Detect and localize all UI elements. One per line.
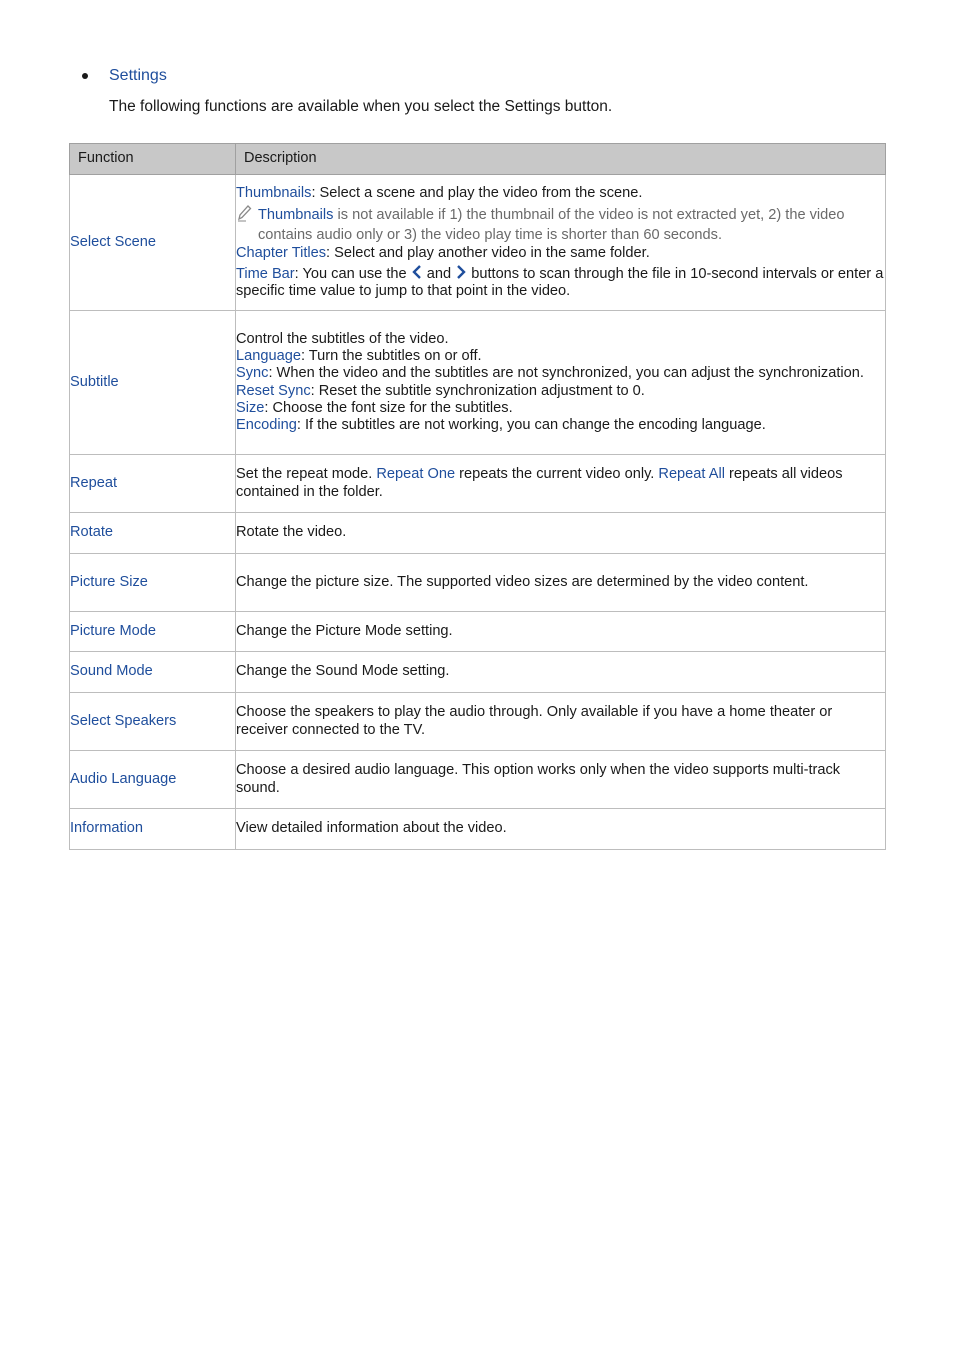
function-picture-size: Picture Size bbox=[70, 554, 236, 612]
description-repeat bbox=[236, 455, 886, 513]
term-size: Size bbox=[236, 399, 265, 416]
table-row bbox=[70, 554, 886, 612]
table-row bbox=[70, 311, 886, 455]
desc-line bbox=[236, 383, 885, 400]
table-row bbox=[70, 455, 886, 513]
desc-line: Control the subtitles of the video. bbox=[236, 330, 449, 347]
table-header-row bbox=[70, 144, 886, 175]
description-picture-size: Change the picture size. The supported video sizes are determined by the video content. bbox=[236, 554, 886, 612]
description-subtitle bbox=[236, 311, 886, 455]
description-information: View detailed information about the video. bbox=[236, 809, 886, 850]
desc-line bbox=[236, 245, 885, 262]
desc-text: Set the repeat mode. bbox=[236, 466, 377, 483]
note-term-thumbnails: Thumbnails bbox=[258, 207, 334, 224]
function-picture-mode: Picture Mode bbox=[70, 612, 236, 652]
desc-line bbox=[236, 348, 885, 365]
chevron-right-icon bbox=[455, 264, 467, 280]
desc-text: : If the subtitles are not working, you can change the encoding language. bbox=[296, 416, 766, 433]
term-language: Language bbox=[236, 348, 301, 365]
function-sound-mode: Sound Mode bbox=[70, 652, 236, 693]
desc-text: : Choose the font size for the subtitles. bbox=[264, 399, 513, 416]
desc-text: : Reset the subtitle synchronization adjustment to 0. bbox=[310, 382, 645, 399]
description-rotate: Rotate the video. bbox=[236, 513, 886, 554]
term-repeat-all: Repeat All bbox=[658, 466, 725, 483]
term-thumbnails: Thumbnails bbox=[236, 185, 312, 202]
term-sync: Sync bbox=[236, 365, 269, 382]
function-rotate: Rotate bbox=[70, 513, 236, 554]
function-subtitle: Subtitle bbox=[70, 311, 236, 455]
term-repeat-one: Repeat One bbox=[376, 466, 456, 483]
description-picture-mode: Change the Picture Mode setting. bbox=[236, 612, 886, 652]
desc-text: : You can use the bbox=[294, 265, 411, 282]
term-chapter-titles: Chapter Titles bbox=[236, 245, 327, 262]
desc-text: : Select a scene and play the video from the scene. bbox=[311, 185, 643, 202]
section-title: Settings bbox=[109, 67, 167, 84]
desc-text: and bbox=[422, 265, 456, 282]
desc-line bbox=[236, 264, 885, 300]
desc-text: : When the video and the subtitles are not synchronized, you can adjust the synchronization. bbox=[268, 365, 864, 382]
function-repeat: Repeat bbox=[70, 455, 236, 513]
desc-line bbox=[236, 417, 885, 434]
term-time-bar: Time Bar bbox=[236, 265, 295, 282]
note-thumbnails bbox=[258, 205, 885, 245]
table-row bbox=[70, 513, 886, 554]
section-intro: The following functions are available when you select the Settings button. bbox=[109, 98, 613, 115]
description-audio-language: Choose a desired audio language. This option works only when the video supports multi-track sound. bbox=[236, 751, 886, 809]
desc-line bbox=[236, 185, 885, 202]
bullet-icon bbox=[82, 73, 88, 79]
desc-text: : Select and play another video in the same folder. bbox=[326, 245, 650, 262]
term-reset-sync: Reset Sync bbox=[236, 382, 311, 399]
table-row bbox=[70, 809, 886, 850]
function-select-scene: Select Scene bbox=[70, 175, 236, 311]
header-description: Description bbox=[236, 144, 886, 175]
table-row bbox=[70, 652, 886, 693]
settings-table bbox=[69, 143, 886, 850]
header-function: Function bbox=[70, 144, 236, 175]
description-sound-mode: Change the Sound Mode setting. bbox=[236, 652, 886, 693]
function-information: Information bbox=[70, 809, 236, 850]
desc-text: repeats the current video only. bbox=[455, 466, 659, 483]
desc-text: repeats all videos contained in the folder. bbox=[236, 466, 843, 500]
chevron-left-icon bbox=[411, 264, 423, 280]
desc-line bbox=[236, 365, 885, 382]
function-select-speakers: Select Speakers bbox=[70, 693, 236, 751]
note-text: is not available if 1) the thumbnail of the video is not extracted yet, 2) the video contains audio only or 3) the video play time is shorter than 60 seconds. bbox=[258, 207, 845, 244]
description-select-speakers: Choose the speakers to play the audio through. Only available if you have a home theater or receiver connected to the TV. bbox=[236, 693, 886, 751]
table-row bbox=[70, 751, 886, 809]
pencil-note-icon bbox=[236, 204, 252, 222]
desc-line bbox=[236, 400, 885, 417]
term-encoding: Encoding bbox=[236, 416, 297, 433]
table-row bbox=[70, 693, 886, 751]
settings-heading bbox=[82, 64, 167, 88]
desc-text: : Turn the subtitles on or off. bbox=[300, 348, 482, 365]
desc-text: buttons to scan through the file in 10-second intervals or enter a specific time value to jump to that point in the video. bbox=[236, 265, 884, 299]
table-row bbox=[70, 175, 886, 311]
description-select-scene bbox=[236, 175, 886, 311]
table-row bbox=[70, 612, 886, 652]
function-audio-language: Audio Language bbox=[70, 751, 236, 809]
